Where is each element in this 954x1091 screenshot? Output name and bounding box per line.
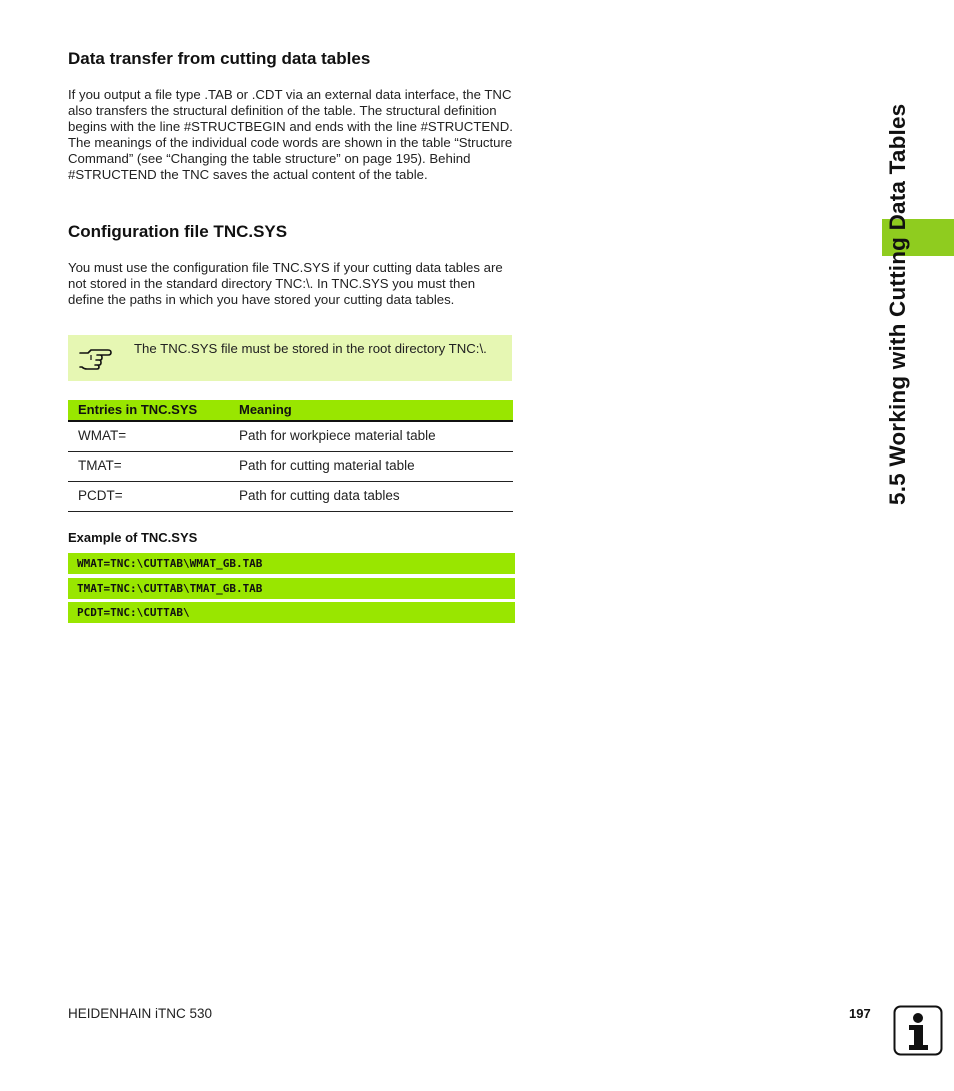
table-cell-entry: TMAT= xyxy=(78,458,122,473)
note-box xyxy=(68,335,512,381)
tnc-sys-entries-table xyxy=(68,400,513,512)
pointing-hand-icon xyxy=(78,343,112,371)
section-heading-configuration-file: Configuration file TNC.SYS xyxy=(68,222,288,241)
table-row xyxy=(68,422,513,452)
section-heading-data-transfer: Data transfer from cutting data tables xyxy=(68,49,371,68)
table-cell-meaning: Path for cutting data tables xyxy=(239,488,400,503)
page-number: 197 xyxy=(849,1006,871,1021)
paragraph-configuration-file: You must use the configuration file TNC.SYS if your cutting data tables are not stored in the standard directory TNC:\. In TNC.SYS you must then define the paths in which you have stored your cutting data tables. xyxy=(68,260,503,307)
table-header-entries: Entries in TNC.SYS xyxy=(78,402,198,417)
code-line: PCDT=TNC:\CUTTAB\ xyxy=(68,602,515,623)
info-icon xyxy=(893,1005,943,1056)
code-line: TMAT=TNC:\CUTTAB\TMAT_GB.TAB xyxy=(68,578,515,599)
code-line: WMAT=TNC:\CUTTAB\WMAT_GB.TAB xyxy=(68,553,515,574)
table-cell-entry: WMAT= xyxy=(78,428,127,443)
paragraph-data-transfer: If you output a file type .TAB or .CDT via an external data interface, the TNC also transfers the structural definition of the table. The structural definition begins with the line #STRUCTBEGIN and ends with the line #STRUCTEND. The meanings of the individual code words are shown in the table “Structure Command” (see “Changing the table structure” on page 195). Behind #STRUCTEND the TNC saves the actual content of the table. xyxy=(68,87,513,182)
table-cell-meaning: Path for cutting material table xyxy=(239,458,415,473)
table-row xyxy=(68,482,513,512)
chapter-side-title: 5.5 Working with Cutting Data Tables xyxy=(885,103,910,505)
example-heading: Example of TNC.SYS xyxy=(68,530,198,545)
table-header-meaning: Meaning xyxy=(239,402,292,417)
table-cell-meaning: Path for workpiece material table xyxy=(239,428,436,443)
footer-product-name: HEIDENHAIN iTNC 530 xyxy=(68,1006,213,1021)
table-cell-entry: PCDT= xyxy=(78,488,123,503)
table-row xyxy=(68,452,513,482)
note-text: The TNC.SYS file must be stored in the root directory TNC:\. xyxy=(134,341,487,356)
table-header xyxy=(68,400,513,422)
